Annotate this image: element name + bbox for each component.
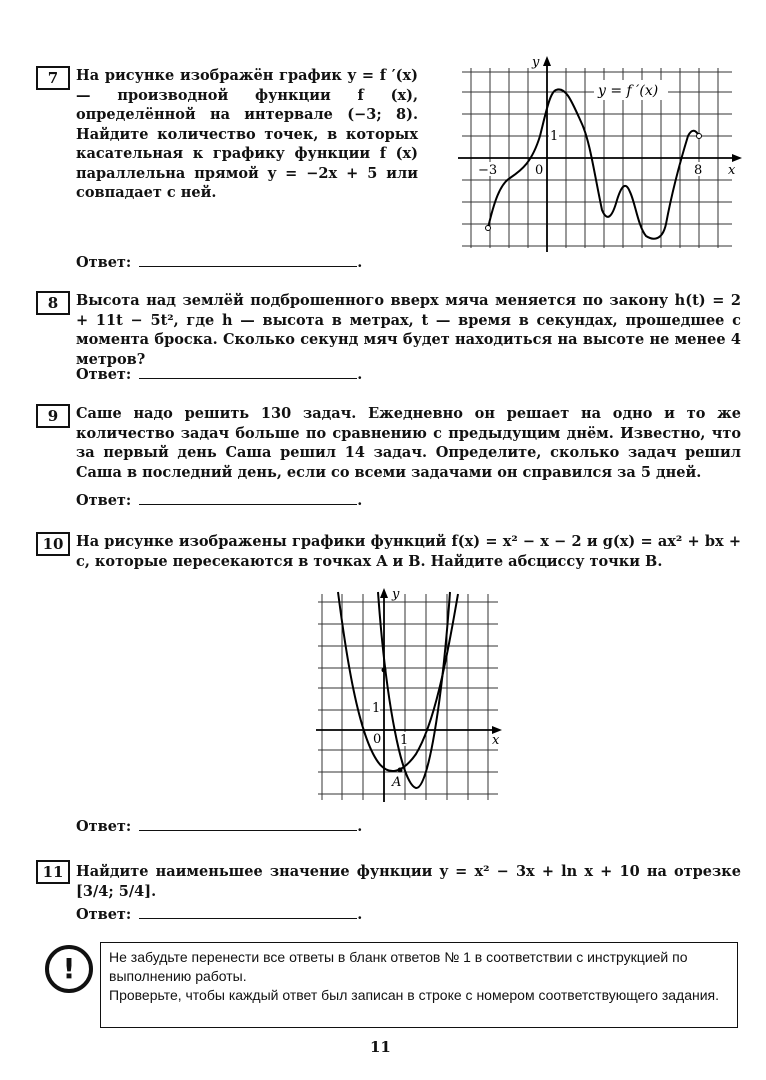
task-8-answer: Ответ: . xyxy=(76,366,363,383)
task-10-answer: Ответ: . xyxy=(76,818,363,835)
task-7-answer: Ответ: . xyxy=(76,254,363,271)
task-9-answer-field[interactable] xyxy=(139,490,357,505)
tick-eight: 8 xyxy=(694,163,703,178)
page-number: 11 xyxy=(370,1038,391,1056)
x-axis-label: x xyxy=(492,733,500,748)
task-8-answer-field[interactable] xyxy=(139,364,357,379)
task-11-number: 11 xyxy=(36,860,70,884)
task-10-answer-field[interactable] xyxy=(139,816,357,831)
point-a-dot xyxy=(398,768,403,773)
task-11-answer: Ответ: . xyxy=(76,906,363,923)
tick-one-y: 1 xyxy=(372,701,381,716)
task-7-answer-field[interactable] xyxy=(139,252,357,267)
tick-one-x: 1 xyxy=(400,733,409,748)
derivative-curve xyxy=(488,89,699,238)
task-10-number: 10 xyxy=(36,532,70,556)
task-7-text: На рисунке изображён график y = f ′(x) — производной функции f (x), определённой на интервале (−3; 8). Найдите количество точек, в которых касательная к графику функции f (x) параллельна прямой y = −2x + 5 или совпадает с ней. xyxy=(76,67,418,201)
y-axis-label: y xyxy=(532,55,540,70)
x-axis-label: x xyxy=(728,163,736,178)
tick-zero: 0 xyxy=(373,732,382,747)
task-8-number: 8 xyxy=(36,291,70,315)
point-a-label: A xyxy=(392,775,402,790)
derivative-graph xyxy=(452,52,748,258)
task-10-text: На рисунке изображены графики функций f(x) = x² − x − 2 и g(x) = ax² + bx + c, которые пересекаются в точках A и B. Найдите абсциссу точки B. xyxy=(76,533,741,570)
task-11-answer-field[interactable] xyxy=(139,904,357,919)
task-9-text: Саше надо решить 130 задач. Ежедневно он решает на одно и то же количество задач больше по сравнению с предыдущим днём. Известно, что за первый день Саша решил 14 задач. Определите, сколько задач решил Саша в последний день, если со всеми задачами он справился за 5 дней. xyxy=(76,405,741,481)
task-11-text: Найдите наименьшее значение функции y = x² − 3x + ln x + 10 на отрезке [3/4; 5/4]. xyxy=(76,863,741,900)
task-9-number: 9 xyxy=(36,404,70,428)
task-9-answer: Ответ: . xyxy=(76,492,363,509)
notice-box xyxy=(100,942,738,1028)
tick-neg3: −3 xyxy=(478,163,498,178)
tick-zero: 0 xyxy=(535,163,544,178)
curve-label: y = f ′(x) xyxy=(598,83,659,99)
y-axis-label: y xyxy=(392,587,400,602)
task-7-number: 7 xyxy=(36,66,70,90)
tick-one: 1 xyxy=(550,129,559,144)
notice-line-1: Не забудьте перенести все ответы в бланк ответов № 1 в соответствии с инструкцией по выполнению работы. xyxy=(109,949,688,984)
intercept-dot xyxy=(382,668,387,673)
notice-line-2: Проверьте, чтобы каждый ответ был записан в строке с номером соответствующего задания. xyxy=(109,987,719,1003)
exclamation-icon: ! xyxy=(45,945,93,993)
task-8-text: Высота над землёй подброшенного вверх мяча меняется по закону h(t) = 2 + 11t − 5t², где h — высота в метрах, t — время в секундах, прошедшее с момента броска. Сколько секунд мяч будет находиться на высоте не менее 4 метров? xyxy=(76,292,741,368)
parabolas-graph xyxy=(312,584,508,806)
